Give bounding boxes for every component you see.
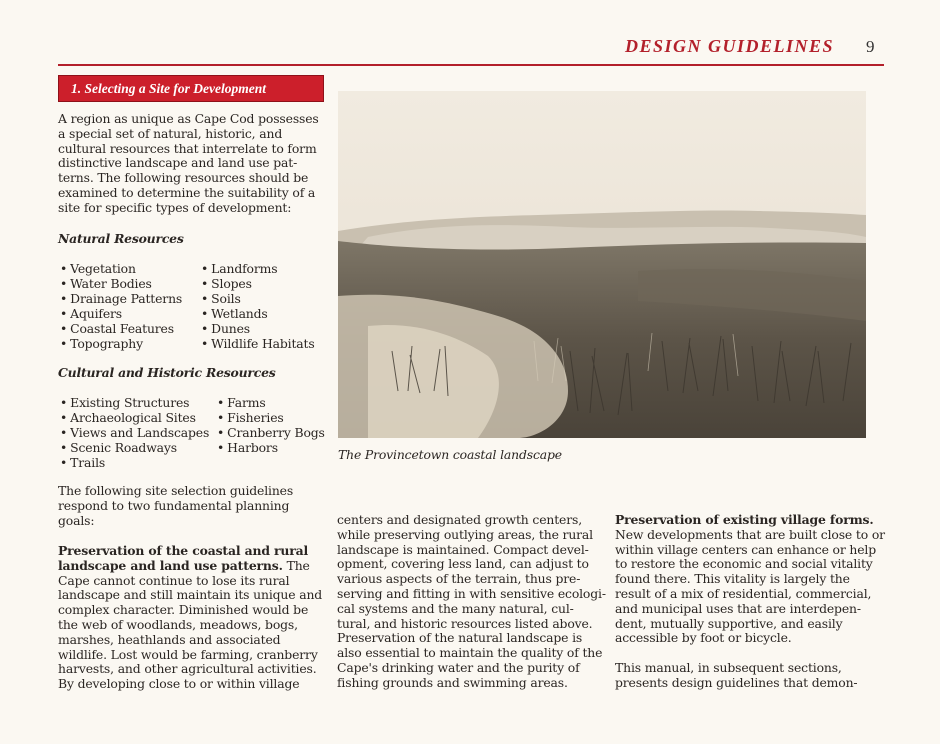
text-line: centers and designated growth centers, [337, 512, 582, 527]
coastal-heading-line1: Preservation of the coastal and rural [58, 543, 309, 558]
text-line: also essential to maintain the quality of the [337, 645, 603, 661]
running-header-title: DESIGN GUIDELINES [624, 36, 834, 56]
list-item: • Water Bodies [60, 276, 182, 291]
village-forms-heading: Preservation of existing village forms. [615, 512, 874, 527]
list-item: • Views and Landscapes [60, 425, 209, 440]
text-line: fishing grounds and swimming areas. [337, 674, 568, 690]
site-selection-paragraph [58, 484, 328, 528]
village-forms-paragraph [615, 513, 887, 646]
list-item: • Wildlife Habitats [201, 336, 315, 351]
text-line: and municipal uses that are interdepen- [615, 600, 861, 616]
list-item: • Farms [217, 395, 325, 410]
text-line: the web of woodlands, meadows, bogs, [58, 616, 298, 632]
photo-caption: The Provincetown coastal landscape [338, 447, 562, 462]
text-line: complex character. Diminished would be [58, 602, 309, 618]
text-line: Cape cannot continue to lose its rural [58, 572, 290, 588]
text-line: marshes, heathlands and associated [58, 631, 281, 647]
list-item: • Topography [60, 336, 182, 351]
text-line: to restore the economic and social vitality [615, 556, 873, 572]
text-line: dent, mutually supportive, and easily [615, 615, 843, 631]
list-item: • Archaeological Sites [60, 410, 209, 425]
text-line: result of a mix of residential, commercial, [615, 585, 872, 601]
text-line: The following site selection guidelines [58, 483, 294, 498]
list-item: • Trails [60, 455, 209, 470]
natural-resources-list-right [201, 261, 315, 351]
text-line: Cape's drinking water and the purity of [337, 659, 580, 675]
list-item: • Soils [201, 291, 315, 306]
text-line: opment, covering less land, can adjust to [337, 556, 589, 572]
list-item: • Harbors [217, 440, 325, 455]
list-item: • Slopes [201, 276, 315, 291]
list-item: • Fisheries [217, 410, 325, 425]
list-item: • Dunes [201, 321, 315, 336]
text-line: This manual, in subsequent sections, [615, 660, 842, 675]
list-item: • Coastal Features [60, 321, 182, 336]
natural-resources-list-left [60, 261, 182, 351]
text-line: while preserving outlying areas, the rural [337, 526, 593, 542]
manual-paragraph [615, 661, 887, 691]
text-line: wildlife. Lost would be farming, cranberry [58, 646, 318, 662]
text-line: a special set of natural, historic, and [58, 125, 283, 141]
text-line: terns. The following resources should be [58, 170, 309, 186]
text-line: site for specific types of development: [58, 199, 292, 215]
text-line: landscape and still maintain its unique and [58, 587, 323, 603]
list-item: • Landforms [201, 261, 315, 276]
coastal-landscape-photo [338, 91, 866, 438]
list-item: • Scenic Roadways [60, 440, 209, 455]
header-rule [58, 64, 884, 66]
cultural-resources-heading: Cultural and Historic Resources [58, 365, 276, 380]
cultural-resources-list-right [217, 395, 325, 455]
list-item: • Cranberry Bogs [217, 425, 325, 440]
list-item: • Wetlands [201, 306, 315, 321]
list-item: • Drainage Patterns [60, 291, 182, 306]
text-line: goals: [58, 512, 95, 528]
cultural-resources-list-left [60, 395, 209, 470]
text-line: A region as unique as Cape Cod possesses [58, 111, 319, 126]
text-line: harvests, and other agricultural activities. [58, 661, 317, 677]
text-line: found there. This vitality is largely the [615, 571, 850, 587]
text-line: accessible by foot or bicycle. [615, 630, 792, 646]
intro-paragraph [58, 112, 328, 216]
natural-resources-heading: Natural Resources [58, 231, 184, 246]
text-line: examined to determine the suitability of a [58, 184, 316, 200]
list-item: • Aquifers [60, 306, 182, 321]
text-line: presents design guidelines that demon- [615, 674, 858, 690]
text-line: landscape is maintained. Compact devel- [337, 541, 589, 557]
text-line: respond to two fundamental planning [58, 497, 290, 513]
text-line: various aspects of the terrain, thus pre- [337, 571, 581, 587]
page-number: 9 [866, 37, 875, 56]
text-line: New developments that are built close to or [615, 526, 885, 542]
text-line: within village centers can enhance or help [615, 541, 877, 557]
coastal-preservation-paragraph [58, 544, 333, 692]
text-line: Preservation of the natural landscape is [337, 630, 583, 646]
column2-paragraph [337, 513, 607, 691]
coastal-line2-tail: The [282, 557, 310, 573]
text-line: distinctive landscape and land use pat- [58, 155, 298, 171]
text-line: tural, and historic resources listed above. [337, 615, 593, 631]
list-item: • Vegetation [60, 261, 182, 276]
list-item: • Existing Structures [60, 395, 209, 410]
text-line: By developing close to or within village [58, 676, 300, 692]
section-banner: 1. Selecting a Site for Development [58, 75, 324, 102]
coastal-heading-line2: landscape and land use patterns. [58, 557, 283, 573]
text-line: cal systems and the many natural, cul- [337, 600, 574, 616]
text-line: serving and fitting in with sensitive ecologi- [337, 585, 606, 601]
text-line: cultural resources that interrelate to form [58, 140, 317, 156]
